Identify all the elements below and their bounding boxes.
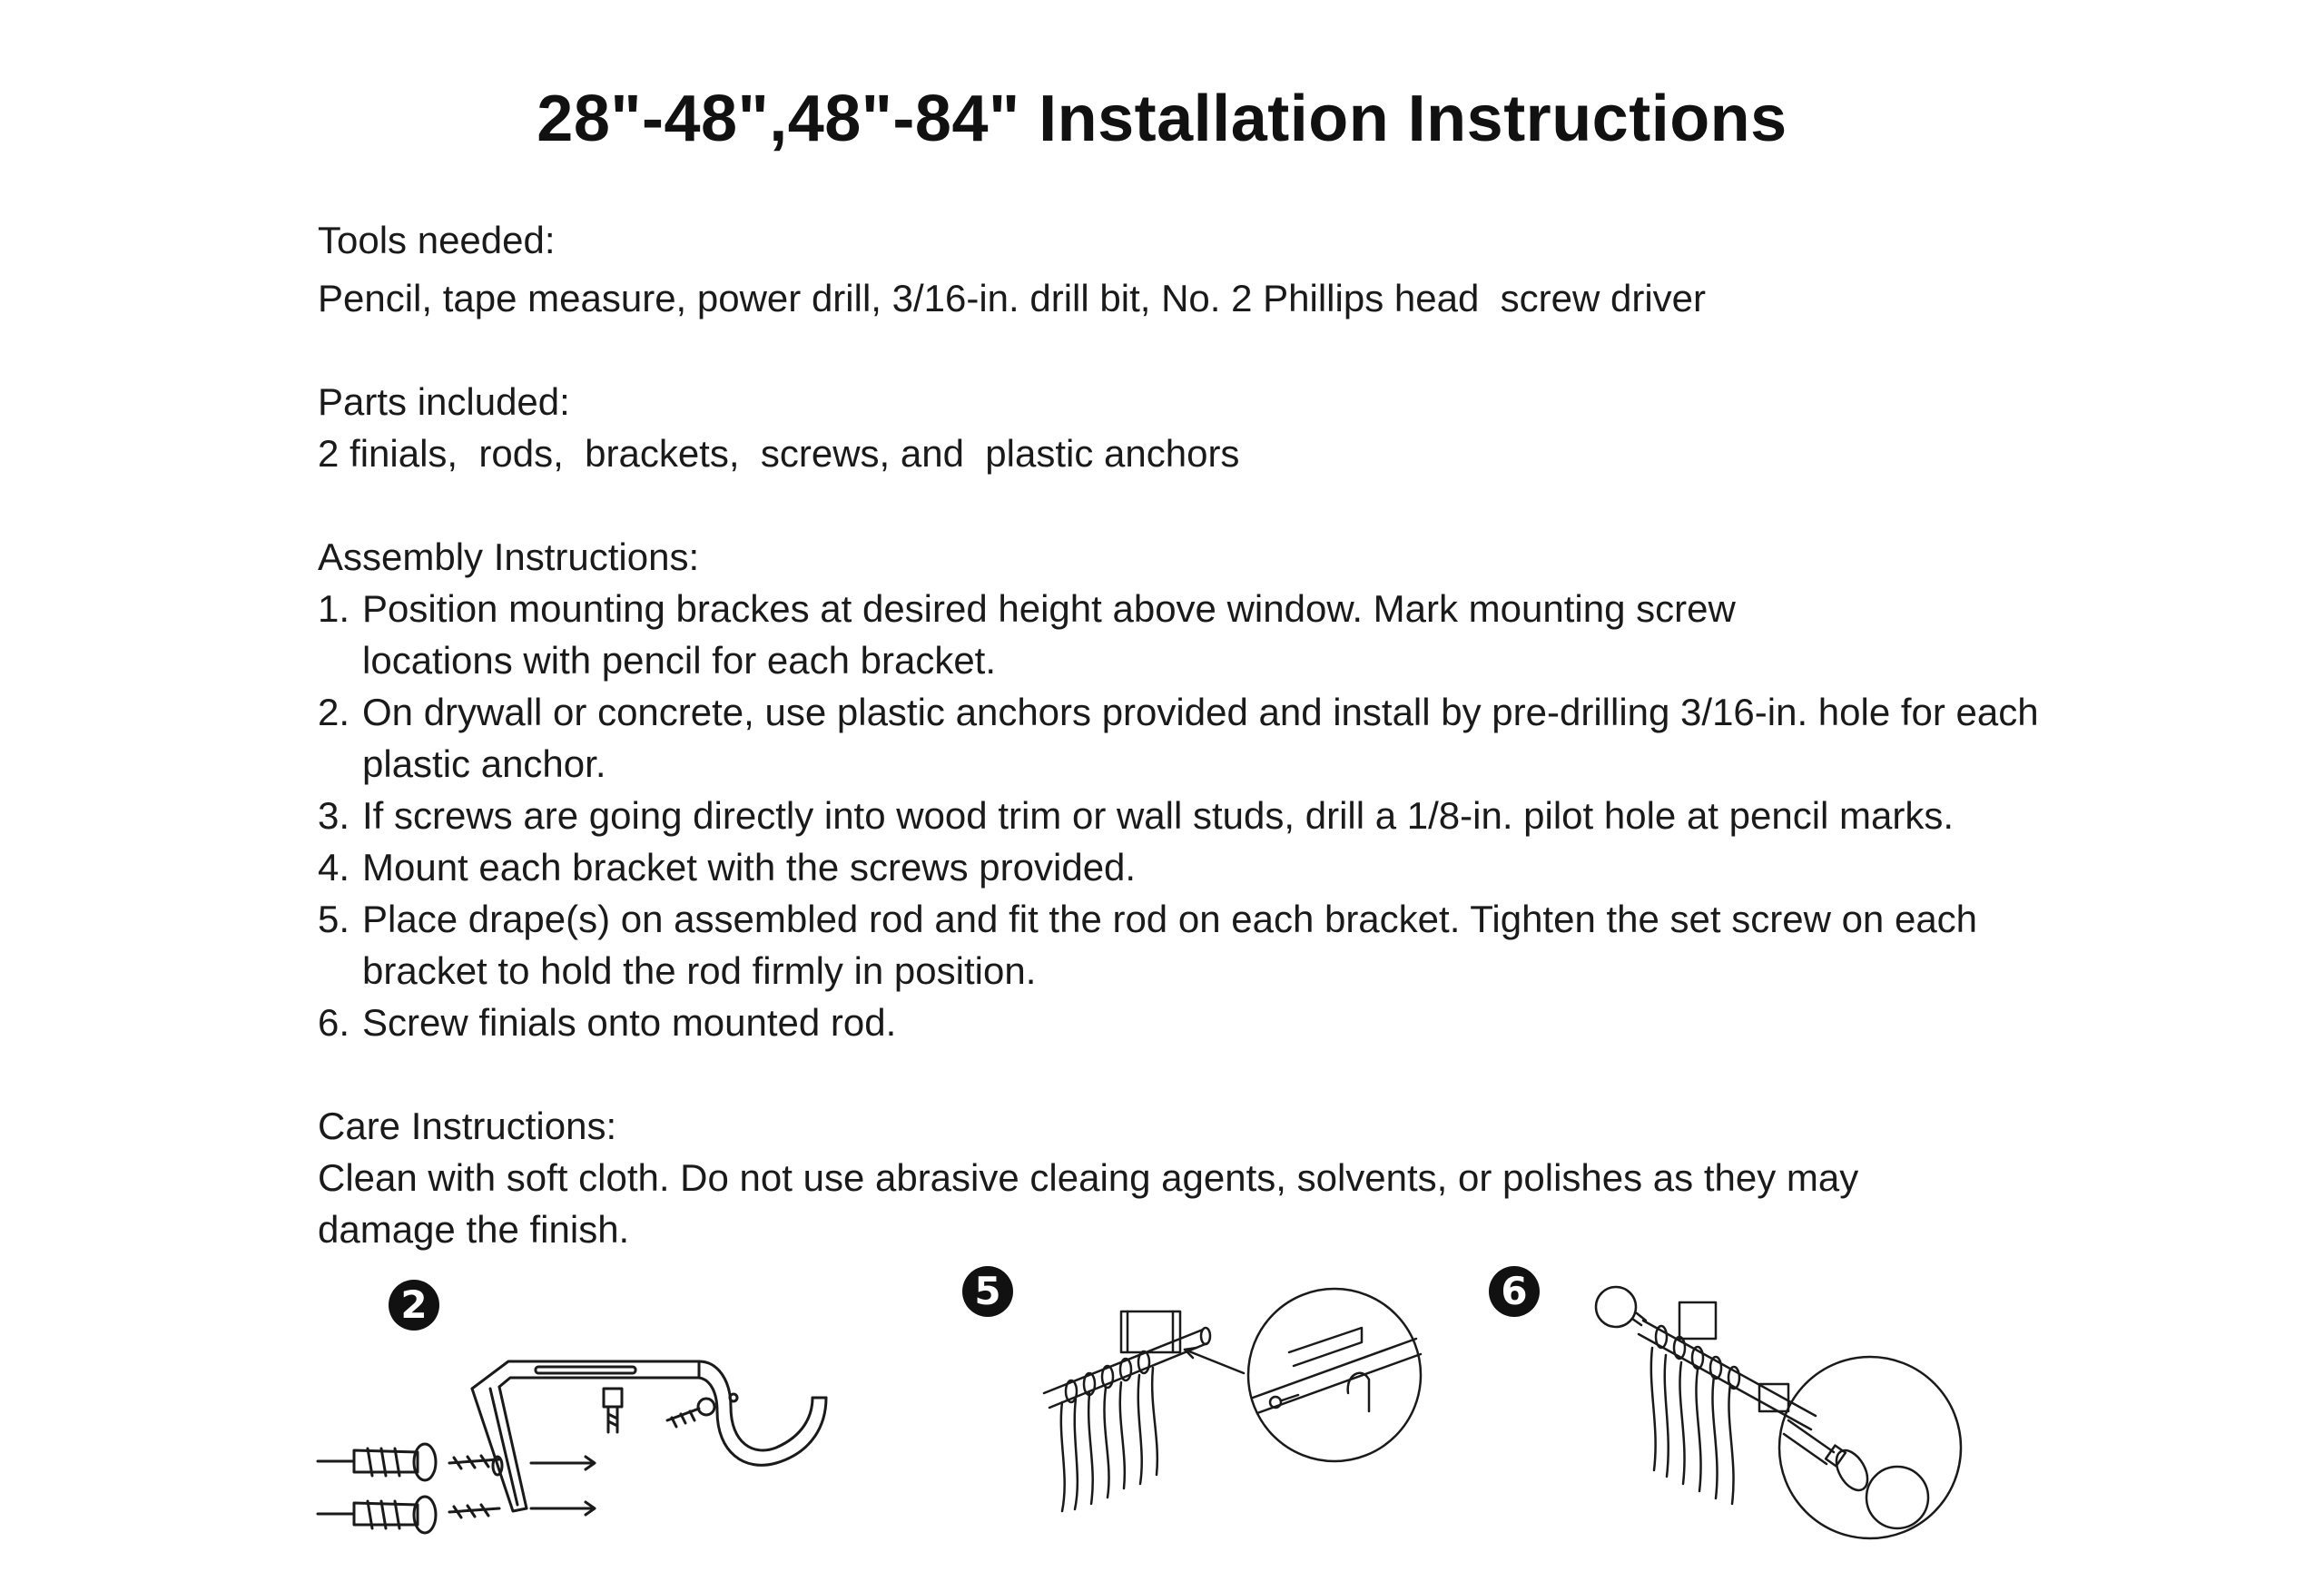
step-badge: 6 [1489,1266,1540,1317]
step-text: Position mounting brackes at desired height above window. Mark mounting screw locations with pencil for each bracket. [362,587,1736,682]
parts-list: 2 finials, rods, brackets, screws, and plastic anchors [318,432,1240,475]
step-text: If screws are going directly into wood trim or wall studs, drill a 1/8-in. pilot hole at pencil marks. [362,794,1955,837]
assembly-step [318,997,2087,1048]
parts-section [318,376,2133,479]
page-title: 28"-48",48"-84" Installation Instructions [537,83,1787,155]
step-text: Mount each bracket with the screws provided. [362,846,1137,889]
step-text: Place drape(s) on assembled rod and fit the rod on each bracket. Tighten the set screw on each bracket to hold the rod firmly in position. [362,898,1978,992]
tools-heading: Tools needed: [318,219,556,261]
bracket-anchors-screws-icon [318,1271,881,1543]
tools-list: Pencil, tape measure, power drill, 3/16-in. drill bit, No. 2 Phillips head screw driver [318,277,1707,319]
step-badge: 5 [962,1266,1013,1317]
diagram-step-6 [1489,1266,1979,1557]
assembly-step [318,686,2051,790]
assembly-heading: Assembly Instructions: [318,535,700,578]
assembly-step [318,893,2005,997]
step-number: 2. [318,691,350,733]
assembly-step [318,841,2087,893]
step-number: 5. [318,898,350,940]
step-badge: 2 [389,1280,439,1331]
assembly-step [318,583,1869,686]
rod-on-bracket-icon [962,1266,1434,1538]
assembly-step [318,790,2178,841]
diagram-step-2 [318,1271,881,1543]
step-number: 6. [318,1001,350,1044]
step-text: Screw finials onto mounted rod. [362,1001,897,1044]
step-number: 4. [318,846,350,889]
parts-heading: Parts included: [318,380,570,423]
care-section [318,1100,2133,1255]
finial-on-rod-icon [1489,1266,1979,1557]
assembly-steps [318,583,2133,1048]
care-heading: Care Instructions: [318,1105,617,1147]
step-number: 3. [318,794,350,837]
step-text: On drywall or concrete, use plastic anchors provided and install by pre-drilling 3/16-in. hole for each plastic anchor. [362,691,2039,785]
tools-section [318,214,2133,324]
step-number: 1. [318,587,350,630]
instructions-body [318,214,2133,1255]
care-text: Clean with soft cloth. Do not use abrasive cleaing agents, solvents, or polishes as they may damage the finish. [318,1156,1859,1251]
assembly-section [318,531,2133,1048]
diagram-step-5 [962,1266,1434,1538]
